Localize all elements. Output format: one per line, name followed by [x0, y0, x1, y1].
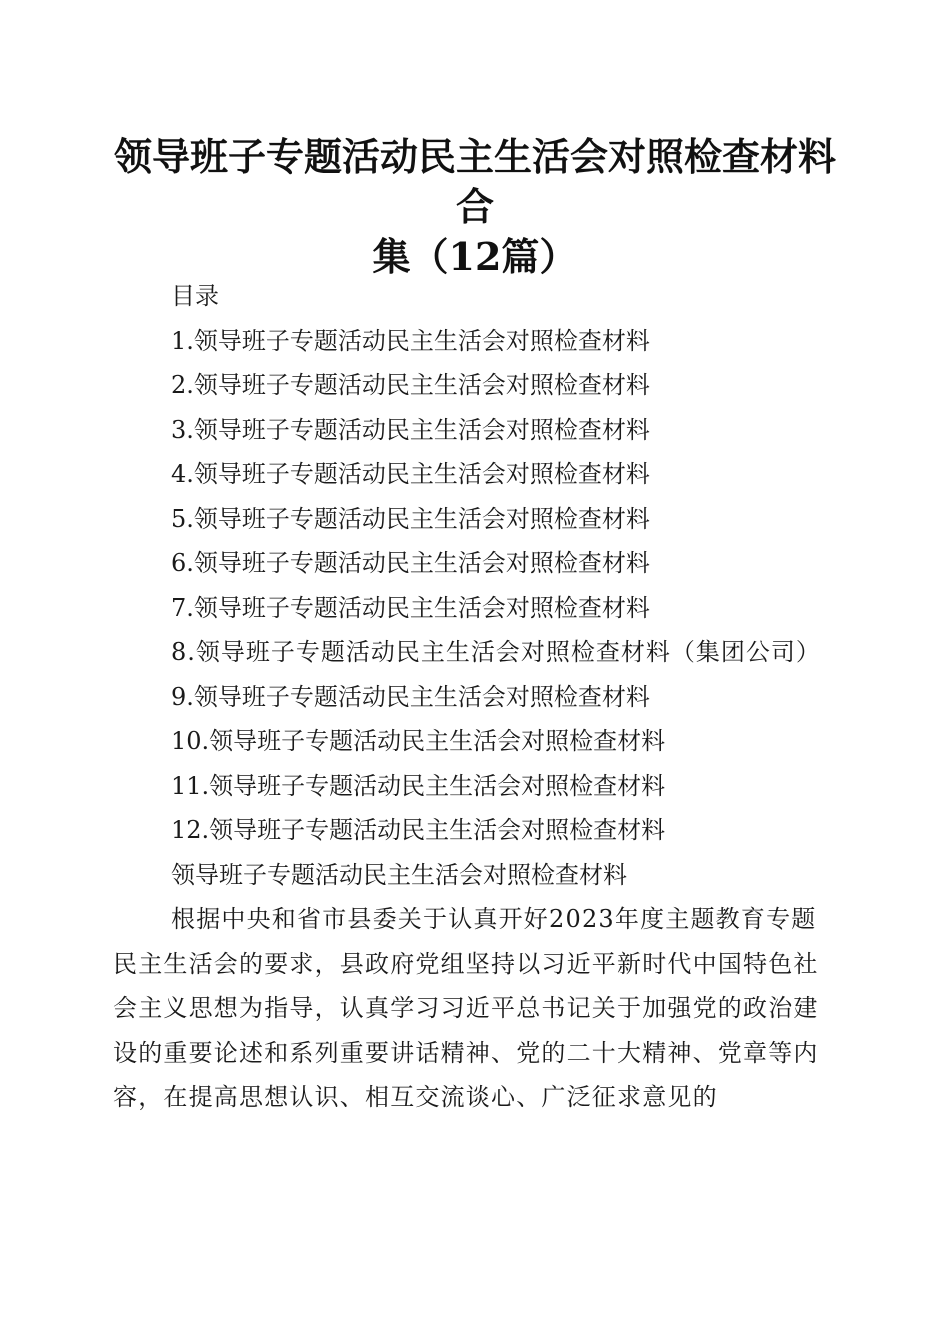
toc-item: 11.领导班子专题活动民主生活会对照检查材料: [171, 771, 666, 800]
document-title: [100, 132, 850, 282]
toc-item: 9.领导班子专题活动民主生活会对照检查材料: [171, 682, 650, 711]
toc-item: 6.领导班子专题活动民主生活会对照检查材料: [171, 549, 650, 577]
section-heading: 领导班子专题活动民主生活会对照检查材料: [171, 860, 627, 889]
body-paragraph: 根据中央和省市县委关于认真开好2023年度主题教育专题民主生活会的要求，县政府党组坚持以习近平新时代中国特色社会主义思想为指导，认真学习习近平总书记关于加强党的政治建设的重要论述和系列重要讲话精神、党的二十大精神、党章等内容，在提高思想认识、相互交流谈心、广泛征求意见的: [113, 905, 819, 1111]
toc-item: 1.领导班子专题活动民主生活会对照检查材料: [171, 326, 650, 355]
toc-item: 3.领导班子专题活动民主生活会对照检查材料: [171, 415, 650, 444]
toc-item: 12.领导班子专题活动民主生活会对照检查材料: [171, 816, 666, 844]
document-body: [113, 274, 825, 1120]
toc-item: 5.领导班子专题活动民主生活会对照检查材料: [171, 504, 650, 533]
toc-item: 10.领导班子专题活动民主生活会对照检查材料: [171, 727, 666, 755]
table-of-contents: [113, 319, 825, 853]
toc-item: 2.领导班子专题活动民主生活会对照检查材料: [171, 371, 650, 399]
title-line-2: 集（12篇）: [372, 234, 578, 279]
toc-item: 4.领导班子专题活动民主生活会对照检查材料: [171, 460, 650, 488]
title-line-1: 领导班子专题活动民主生活会对照检查材料合: [113, 134, 836, 229]
toc-heading: 目录: [171, 282, 219, 310]
toc-item: 8.领导班子专题活动民主生活会对照检查材料（集团公司）: [171, 638, 821, 666]
toc-item: 7.领导班子专题活动民主生活会对照检查材料: [171, 593, 650, 622]
